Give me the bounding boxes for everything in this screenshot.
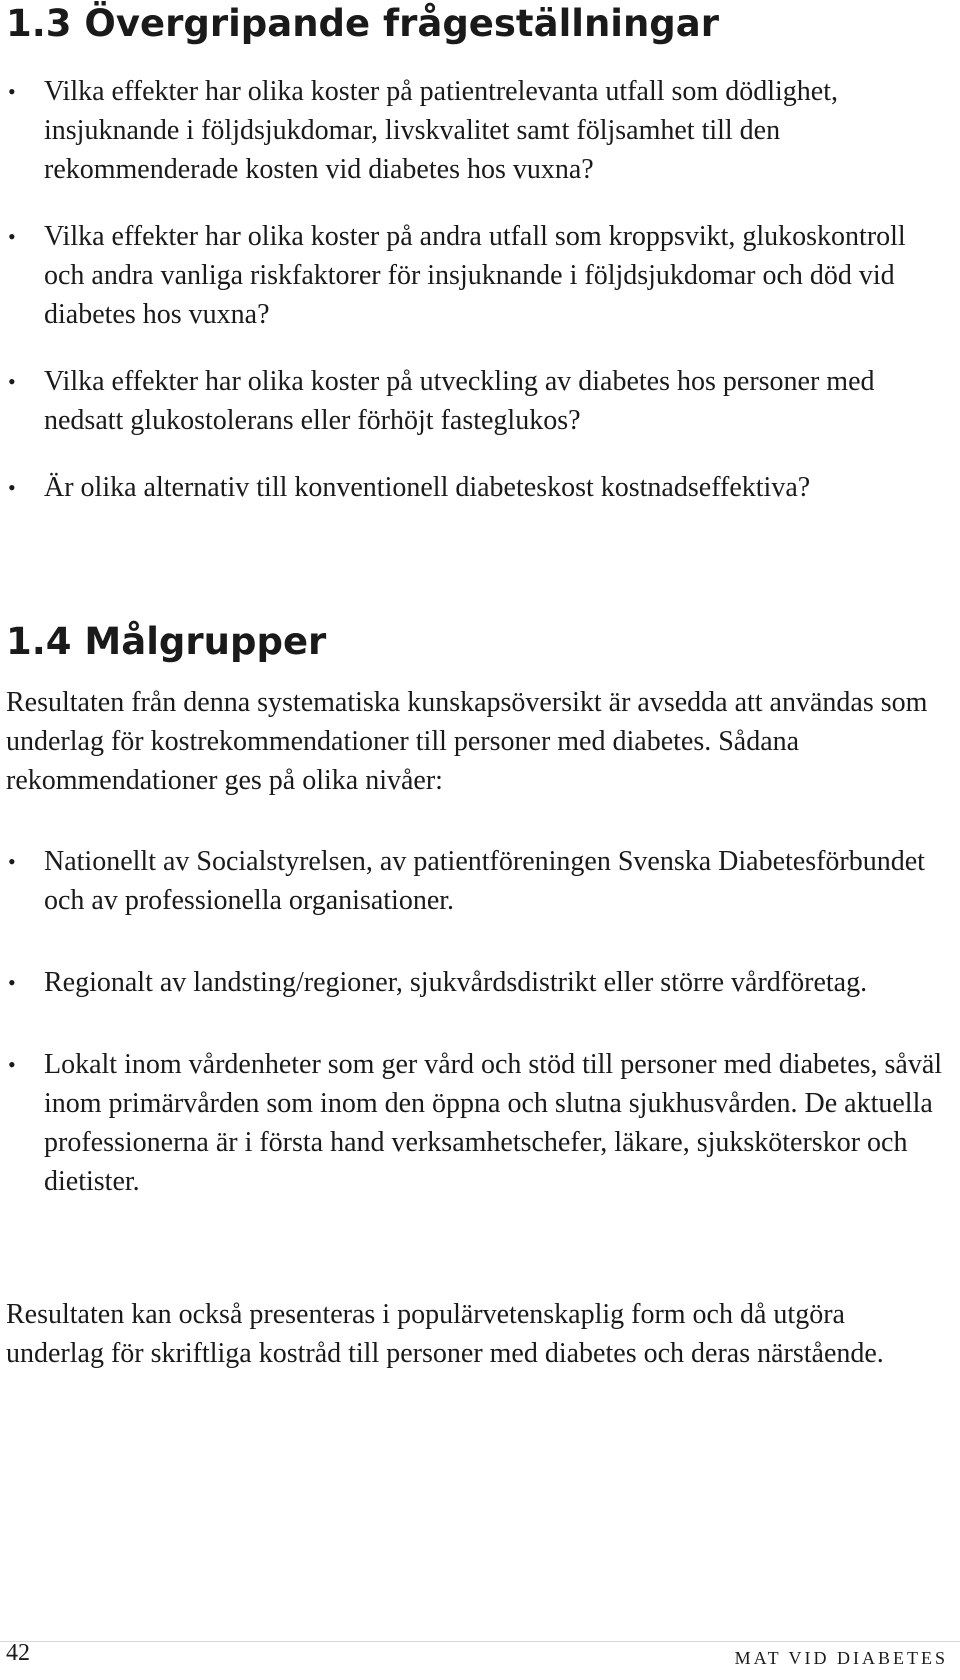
list-item bbox=[8, 842, 943, 920]
running-title: MAT VID DIABETES bbox=[734, 1648, 948, 1668]
bullet-icon: • bbox=[8, 79, 16, 104]
section-heading-1-4: 1.4 Målgrupper bbox=[6, 620, 327, 663]
list-item-text: Regionalt av landsting/regioner, sjukvårdsdistrikt eller större vårdföretag. bbox=[44, 967, 868, 998]
list-item bbox=[8, 362, 943, 440]
list-item bbox=[8, 1045, 943, 1201]
bullet-icon: • bbox=[8, 849, 16, 874]
section-heading-1-3: 1.3 Övergripande frågeställningar bbox=[6, 2, 720, 45]
bullet-icon: • bbox=[8, 475, 16, 500]
page-number: 42 bbox=[6, 1640, 30, 1666]
target-groups-list bbox=[8, 842, 943, 1244]
list-item-text: Nationellt av Socialstyrelsen, av patientföreningen Svenska Diabetesförbundet och av professionella organisationer. bbox=[44, 846, 925, 916]
closing-paragraph: Resultaten kan också presenteras i populärvetenskaplig form och då utgöra underlag för skriftliga kostråd till personer med diabetes och deras närstående. bbox=[6, 1299, 884, 1369]
list-item-text: Vilka effekter har olika koster på andra utfall som kroppsvikt, glukoskontroll och andra vanliga riskfaktorer för insjuknande i följdsjukdomar och död vid diabetes hos vuxna? bbox=[44, 221, 906, 330]
list-item-text: Vilka effekter har olika koster på patientrelevanta utfall som dödlighet, insjuknande i följdsjukdomar, livskvalitet samt följsamhet till den rekommenderade kosten vid diabetes hos vuxna? bbox=[44, 76, 838, 185]
list-item-text: Lokalt inom vårdenheter som ger vård och stöd till personer med diabetes, såväl inom primärvården som inom den öppna och slutna sjukhusvården. De aktuella professionerna är i första hand verksamhetschefer, läkare, sjuksköterskor och dietister. bbox=[44, 1049, 943, 1197]
footer-divider bbox=[0, 1641, 960, 1642]
list-item-text: Är olika alternativ till konventionell diabeteskost kostnadseffektiva? bbox=[44, 472, 811, 503]
list-item bbox=[8, 468, 943, 507]
bullet-icon: • bbox=[8, 369, 16, 394]
intro-paragraph: Resultaten från denna systematiska kunskapsöversikt är avsedda att användas som underlag för kostrekommendationer till personer med diabetes. Sådana rekommendationer ges på olika nivåer: bbox=[6, 687, 928, 796]
questions-list bbox=[8, 72, 943, 535]
bullet-icon: • bbox=[8, 970, 16, 995]
list-item bbox=[8, 217, 943, 334]
bullet-icon: • bbox=[8, 224, 16, 249]
list-item bbox=[8, 963, 943, 1002]
list-item bbox=[8, 72, 943, 189]
list-item-text: Vilka effekter har olika koster på utveckling av diabetes hos personer med nedsatt glukostolerans eller förhöjt fasteglukos? bbox=[44, 366, 875, 436]
bullet-icon: • bbox=[8, 1052, 16, 1077]
